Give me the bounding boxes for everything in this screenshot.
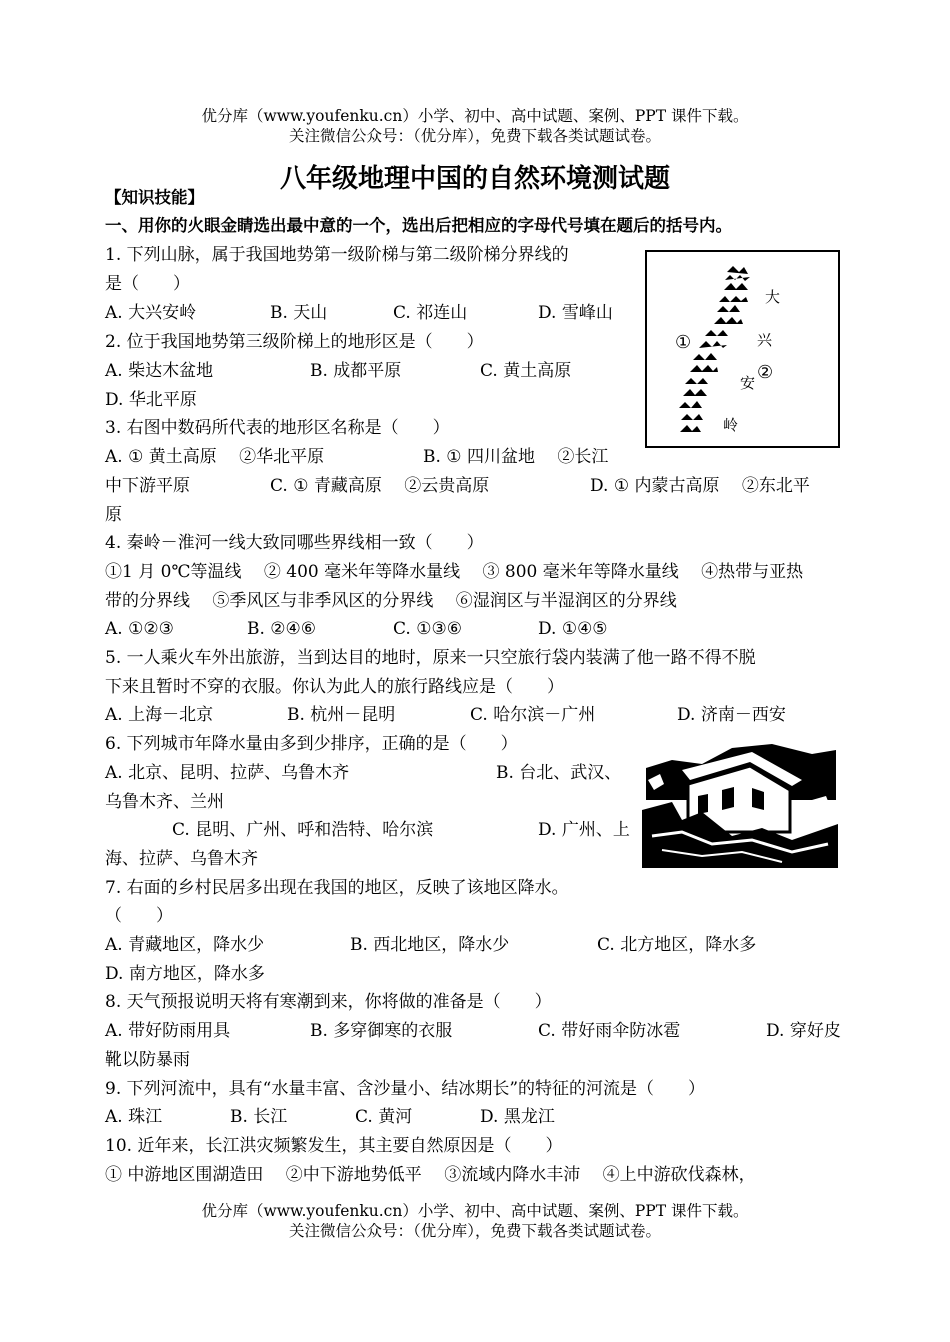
q2-option-c: C. 黄土高原 [480,361,572,381]
q9-option-c: C. 黄河 [355,1107,413,1127]
q7-option-a: A. 青藏地区，降水少 [105,935,265,955]
q3-option-d: D. ① 内蒙古高原 ②东北平 [590,476,810,496]
mountain-map-figure [645,250,840,448]
q7-stem-line2: （ ） [105,906,173,926]
footer-line-2: 关注微信公众号：（优分库），免费下载各类试题试卷。 [288,1222,661,1240]
q5-stem-line2: 下来且暂时不穿的衣服。你认为此人的旅行路线应是（ ） [105,677,564,697]
map-label-ling: 岭 [723,416,739,434]
q8-option-a: A. 带好防雨用具 [105,1021,231,1041]
q9-stem: 9. 下列河流中，具有“水量丰富、含沙量小、结冰期长”的特征的河流是（ ） [105,1079,706,1099]
q1-option-b: B. 天山 [270,303,328,323]
q7-option-d: D. 南方地区，降水多 [105,964,265,984]
q5-option-b: B. 杭州－昆明 [287,705,396,725]
q8-option-d-cont: 靴以防暴雨 [105,1050,190,1070]
mountain-map-drawing [645,250,840,448]
q3-option-d-cont: 原 [105,505,122,525]
q10-stem: 10. 近年来，长江洪灾频繁发生，其主要自然原因是（ ） [105,1136,563,1156]
q3-option-c: C. ① 青藏高原 ②云贵高原 [270,476,490,496]
q1-option-d: D. 雪峰山 [538,303,613,323]
page-title: 八年级地理中国的自然环境测试题 [279,164,670,194]
q2-option-a: A. 柴达木盆地 [105,361,214,381]
q5-option-c: C. 哈尔滨－广州 [470,705,596,725]
q2-option-b: B. 成都平原 [310,361,402,381]
q8-option-d: D. 穿好皮 [766,1021,841,1041]
q1-option-a: A. 大兴安岭 [105,303,197,323]
header-line-1: 优分库（www.youfenku.cn）小学、初中、高中试题、案例、PPT 课件下载。 [201,107,749,125]
q4-stem: 4. 秦岭－淮河一线大致同哪些界线相一致（ ） [105,533,484,553]
q4-option-a: A. ①②③ [105,619,174,639]
q2-option-d: D. 华北平原 [105,390,197,410]
map-label-an: 安 [740,374,756,392]
q4-option-d: D. ①④⑤ [538,619,608,639]
q4-option-c: C. ①③⑥ [393,619,462,639]
header-line-2: 关注微信公众号：（优分库），免费下载各类试题试卷。 [288,127,661,145]
q1-stem-line2: 是（ ） [105,274,190,294]
q4-items-line2: 带的分界线 ⑤季风区与非季风区的分界线 ⑥湿润区与半湿润区的分界线 [105,591,677,611]
q1-stem-line1: 1. 下列山脉，属于我国地势第一级阶梯与第二级阶梯分界线的 [105,245,569,265]
village-house-picture [642,740,838,868]
q3-stem: 3. 右图中数码所代表的地形区名称是（ ） [105,418,450,438]
q6-option-b-cont: 乌鲁木齐、兰州 [105,792,224,812]
q6-option-d: D. 广州、上 [538,820,630,840]
village-house-drawing [642,740,838,868]
q5-option-d: D. 济南－西安 [677,705,786,725]
map-label-xing: 兴 [757,331,773,349]
instruction: 一、用你的火眼金睛选出最中意的一个，选出后把相应的字母代号填在题后的括号内。 [105,216,732,235]
q9-option-d: D. 黑龙江 [480,1107,555,1127]
q7-option-c: C. 北方地区，降水多 [597,935,757,955]
q8-option-c: C. 带好雨伞防冰雹 [538,1021,681,1041]
q7-option-b: B. 西北地区，降水少 [350,935,510,955]
q6-option-d-cont: 海、拉萨、乌鲁木齐 [105,849,258,869]
q2-stem: 2. 位于我国地势第三级阶梯上的地形区是（ ） [105,332,484,352]
map-label-da: 大 [765,288,781,306]
q7-stem-line1: 7. 右面的乡村民居多出现在我国的地区，反映了该地区降水。 [105,878,569,898]
q6-option-c: C. 昆明、广州、呼和浩特、哈尔滨 [172,820,434,840]
footer-line-1: 优分库（www.youfenku.cn）小学、初中、高中试题、案例、PPT 课件下载。 [201,1202,749,1220]
q8-option-b: B. 多穿御寒的衣服 [310,1021,453,1041]
q6-option-a: A. 北京、昆明、拉萨、乌鲁木齐 [105,763,350,783]
q5-option-a: A. 上海－北京 [105,705,214,725]
q9-option-b: B. 长江 [230,1107,288,1127]
q3-option-b: B. ① 四川盆地 ②长江 [423,447,609,467]
q6-stem: 6. 下列城市年降水量由多到少排序，正确的是（ ） [105,734,518,754]
section-label: 【知识技能】 [105,188,204,207]
map-marker-1: ① [675,332,692,353]
q6-option-b: B. 台北、武汉、 [496,763,622,783]
q10-items: ① 中游地区围湖造田 ②中下游地势低平 ③流域内降水丰沛 ④上中游砍伐森林， [105,1165,756,1185]
q8-stem: 8. 天气预报说明天将有寒潮到来，你将做的准备是（ ） [105,992,552,1012]
q1-option-c: C. 祁连山 [393,303,468,323]
q3-option-a: A. ① 黄土高原 ②华北平原 [105,447,325,467]
q4-option-b: B. ②④⑥ [247,619,317,639]
q9-option-a: A. 珠江 [105,1107,163,1127]
q4-items-line1: ①1 月 0℃等温线 ② 400 毫米年等降水量线 ③ 800 毫米年等降水量线 ④热带与亚热 [105,562,804,582]
map-marker-2: ② [757,362,774,383]
q5-stem-line1: 5. 一人乘火车外出旅游，当到达目的地时，原来一只空旅行袋内装满了他一路不得不脱 [105,648,756,668]
q3-option-b-cont: 中下游平原 [105,476,190,496]
